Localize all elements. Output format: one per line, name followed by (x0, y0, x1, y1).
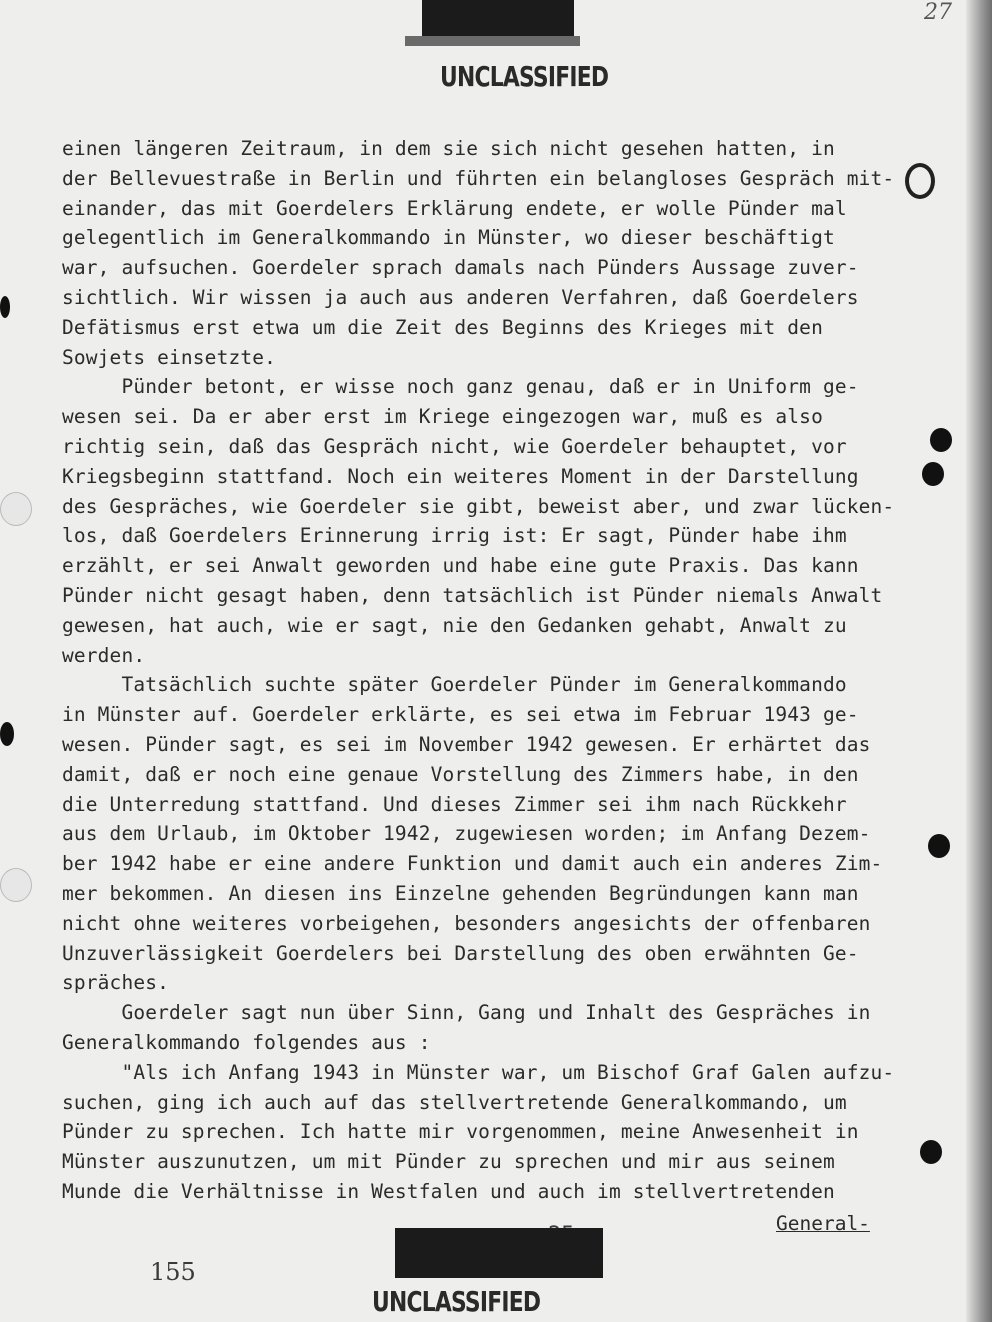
text-line: sichtlich. Wir wissen ja auch aus anderen Verfahren, daß Goerdelers (62, 285, 859, 309)
text-line: Goerdeler sagt nun über Sinn, Gang und Inhalt des Gespräches in (62, 1001, 871, 1025)
text-line: gelegentlich im Generalkommando in Münster, wo dieser beschäftigt (62, 226, 835, 250)
text-line: Generalkommando folgendes aus : (62, 1030, 431, 1054)
punch-hole (928, 834, 950, 858)
unclassified-stamp-bottom: UNCLASSIFIED (372, 1285, 541, 1318)
text-line: Defätismus erst etwa um die Zeit des Beginns des Krieges mit den (62, 315, 823, 339)
text-line: spräches. (62, 971, 170, 995)
text-line: los, daß Goerdelers Erinnerung irrig ist: Er sagt, Pünder habe ihm (62, 524, 847, 548)
unclassified-stamp-top: UNCLASSIFIED (440, 60, 609, 93)
text-line: einander, das mit Goerdelers Erklärung endete, er wolle Pünder mal (62, 196, 847, 220)
text-line: Pünder nicht gesagt haben, denn tatsächlich ist Pünder niemals Anwalt (62, 583, 883, 607)
text-line: Tatsächlich suchte später Goerdeler Pünder im Generalkommando (62, 673, 847, 697)
text-line: der Bellevuestraße in Berlin und führten ein belangloses Gespräch mit- (62, 166, 895, 190)
text-line: aus dem Urlaub, im Oktober 1942, zugewiesen worden; im Anfang Dezem- (62, 822, 871, 846)
text-line: "Als ich Anfang 1943 in Münster war, um Bischof Graf Galen aufzu- (62, 1060, 895, 1084)
punch-hole (0, 722, 14, 746)
text-line: Pünder betont, er wisse noch ganz genau, daß er in Uniform ge- (62, 375, 859, 399)
page-edge-shadow (966, 0, 992, 1322)
punch-hole (920, 1140, 942, 1164)
punch-hole (930, 428, 952, 452)
text-line: richtig sein, daß das Gespräch nicht, wie Goerdeler behauptet, vor (62, 434, 847, 458)
text-line: einen längeren Zeitraum, in dem sie sich nicht gesehen hatten, in (62, 137, 835, 160)
text-line: erzählt, er sei Anwalt geworden und habe eine gute Praxis. Das kann (62, 554, 859, 578)
text-line: werden. (62, 643, 146, 667)
page-number-left: 155 (150, 1258, 196, 1286)
text-line: mer bekommen. An diesen ins Einzelne gehenden Begründungen kann man (62, 881, 859, 905)
text-line: Unzuverlässigkeit Goerdelers bei Darstellung des oben erwähnten Ge- (62, 941, 859, 965)
text-line: in Münster auf. Goerdeler erklärte, es sei etwa im Februar 1943 ge- (62, 703, 859, 727)
text-line: gewesen, hat auch, wie er sagt, nie den Gedanken gehabt, Anwalt zu (62, 613, 847, 637)
corner-page-number: 27 (924, 0, 952, 25)
text-line: damit, daß er noch eine genaue Vorstellung des Zimmers habe, in den (62, 762, 859, 786)
text-line: war, aufsuchen. Goerdeler sprach damals nach Pünders Aussage zuver- (62, 256, 859, 280)
text-line: Pünder zu sprechen. Ich hatte mir vorgenommen, meine Anwesenheit in (62, 1120, 859, 1144)
text-line: wesen sei. Da er aber erst im Kriege eingezogen war, muß es also (62, 405, 823, 429)
text-line: Sowjets einsetzte. (62, 345, 277, 369)
text-line: nicht ohne weiteres vorbeigehen, besonders angesichts der offenbaren (62, 911, 871, 935)
text-line: wesen. Pünder sagt, es sei im November 1942 gewesen. Er erhärtet das (62, 732, 871, 756)
punch-hole (0, 868, 32, 902)
punch-hole (922, 462, 944, 486)
punch-hole (0, 296, 10, 318)
document-body (62, 134, 895, 1207)
punch-hole (0, 492, 32, 526)
redaction-bar-top (422, 0, 574, 38)
redaction-smudge-top (405, 36, 580, 46)
punch-hole (905, 163, 935, 199)
text-line: ber 1942 habe er eine andere Funktion und damit auch ein anderes Zim- (62, 852, 883, 876)
text-line: Münster auszunutzen, um mit Pünder zu sprechen und mir aus seinem (62, 1150, 835, 1174)
text-line: Kriegsbeginn stattfand. Noch ein weiteres Moment in der Darstellung (62, 464, 859, 488)
continuation-word: General- (776, 1212, 870, 1235)
text-line: des Gespräches, wie Goerdeler sie gibt, beweist aber, und zwar lücken- (62, 494, 895, 518)
text-line: Munde die Verhältnisse in Westfalen und auch im stellvertretenden (62, 1179, 835, 1203)
text-line: suchen, ging ich auch auf das stellvertretende Generalkommando, um (62, 1090, 847, 1114)
redaction-bar-bottom (395, 1228, 603, 1278)
text-line: die Unterredung stattfand. Und dieses Zimmer sei ihm nach Rückkehr (62, 792, 847, 816)
